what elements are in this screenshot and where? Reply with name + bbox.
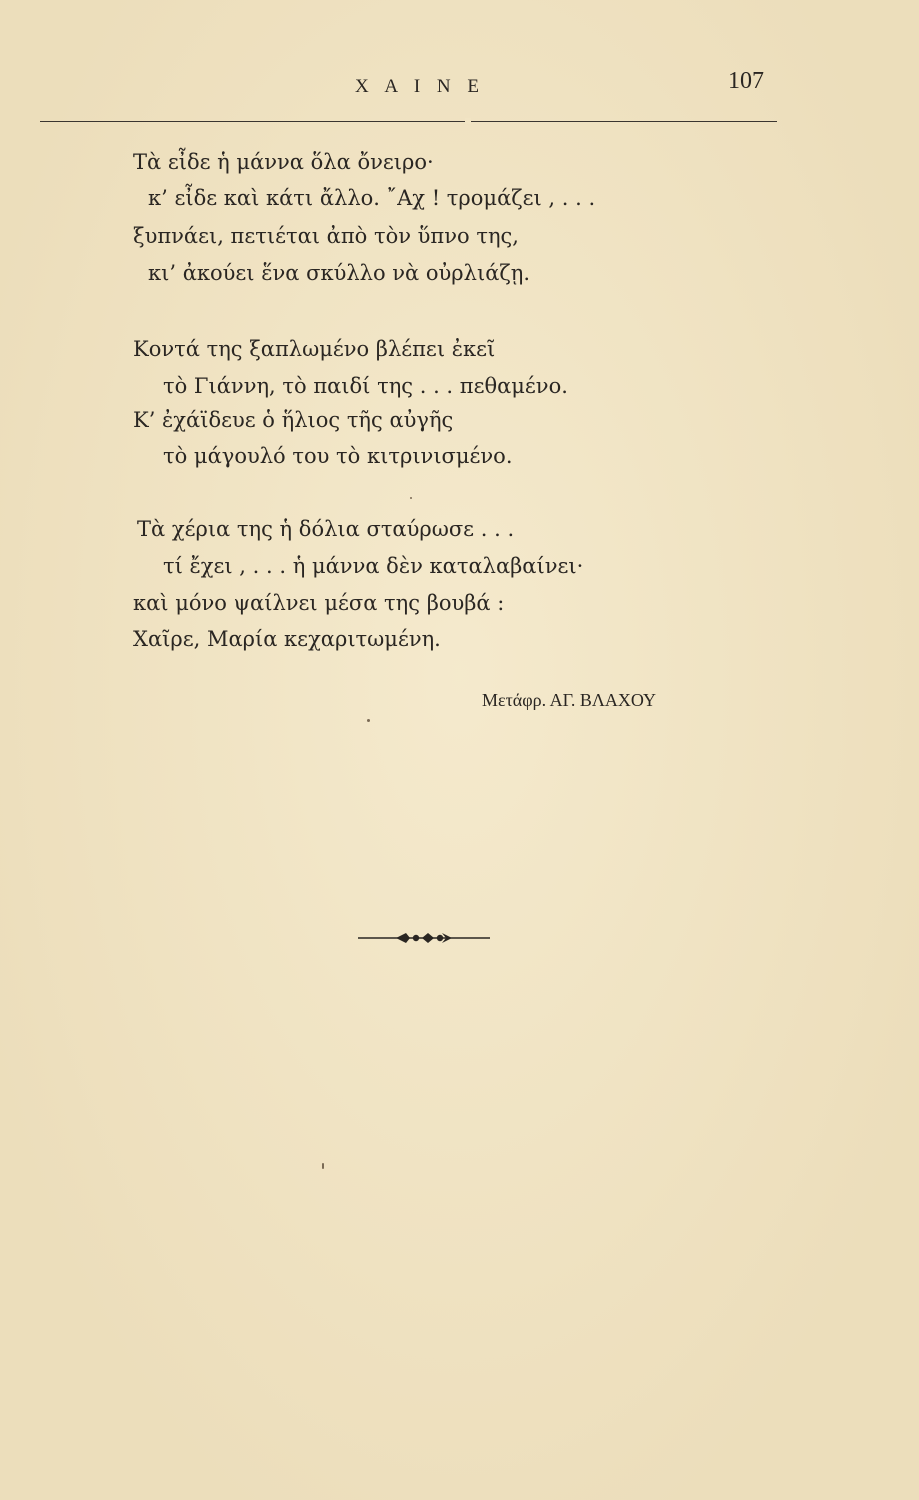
poem-line: Κοντά της ξαπλωμένο βλέπει ἐκεῖ <box>133 337 496 361</box>
paper-speck <box>322 1163 324 1169</box>
poem-line: ξυπνάει, πετιέται ἀπὸ τὸν ὕπνο της, <box>133 224 519 248</box>
poem-line: κι’ ἀκούει ἕνα σκύλλο νὰ οὐρλιάζῃ. <box>148 261 531 285</box>
end-ornament <box>358 926 490 950</box>
running-head-title: Χ Α Ι Ν Ε <box>355 76 485 97</box>
header-rule <box>40 121 777 122</box>
poem-line: κ’ εἶδε καὶ κάτι ἄλλο. ῎Αχ ! τρομάζει , . . . <box>148 186 596 210</box>
poem-line: τί ἔχει , . . . ἡ μάννα δὲν καταλαβαίνει· <box>163 554 584 578</box>
paper-speck <box>367 719 370 722</box>
poem-line: καὶ μόνο ψαίλνει μέσα της βουβά : <box>133 591 505 615</box>
poem-line: τὸ μάγουλό του τὸ κιτρινισμένο. <box>163 444 513 468</box>
header-rule-gap <box>465 118 471 124</box>
paper-speck <box>410 497 412 499</box>
poem-line: τὸ Γιάννη, τὸ παιδί της . . . πεθαμένο. <box>163 374 568 398</box>
poem-line: Χαῖρε, Μαρία κεχαριτωμένη. <box>133 627 441 651</box>
poem-line: Κ’ ἐχάϊδευε ὁ ἥλιος τῆς αὐγῆς <box>133 408 454 432</box>
translator-signature: Μετάφρ. ΑΓ. ΒΛΑΧΟΥ <box>482 690 657 710</box>
poem-line: Τὰ χέρια της ἡ δόλια σταύρωσε . . . <box>137 517 515 541</box>
poem-line: Τὰ εἶδε ἡ μάννα ὅλα ὄνειρο· <box>133 150 434 174</box>
running-head <box>0 68 919 108</box>
page-number: 107 <box>728 68 764 94</box>
